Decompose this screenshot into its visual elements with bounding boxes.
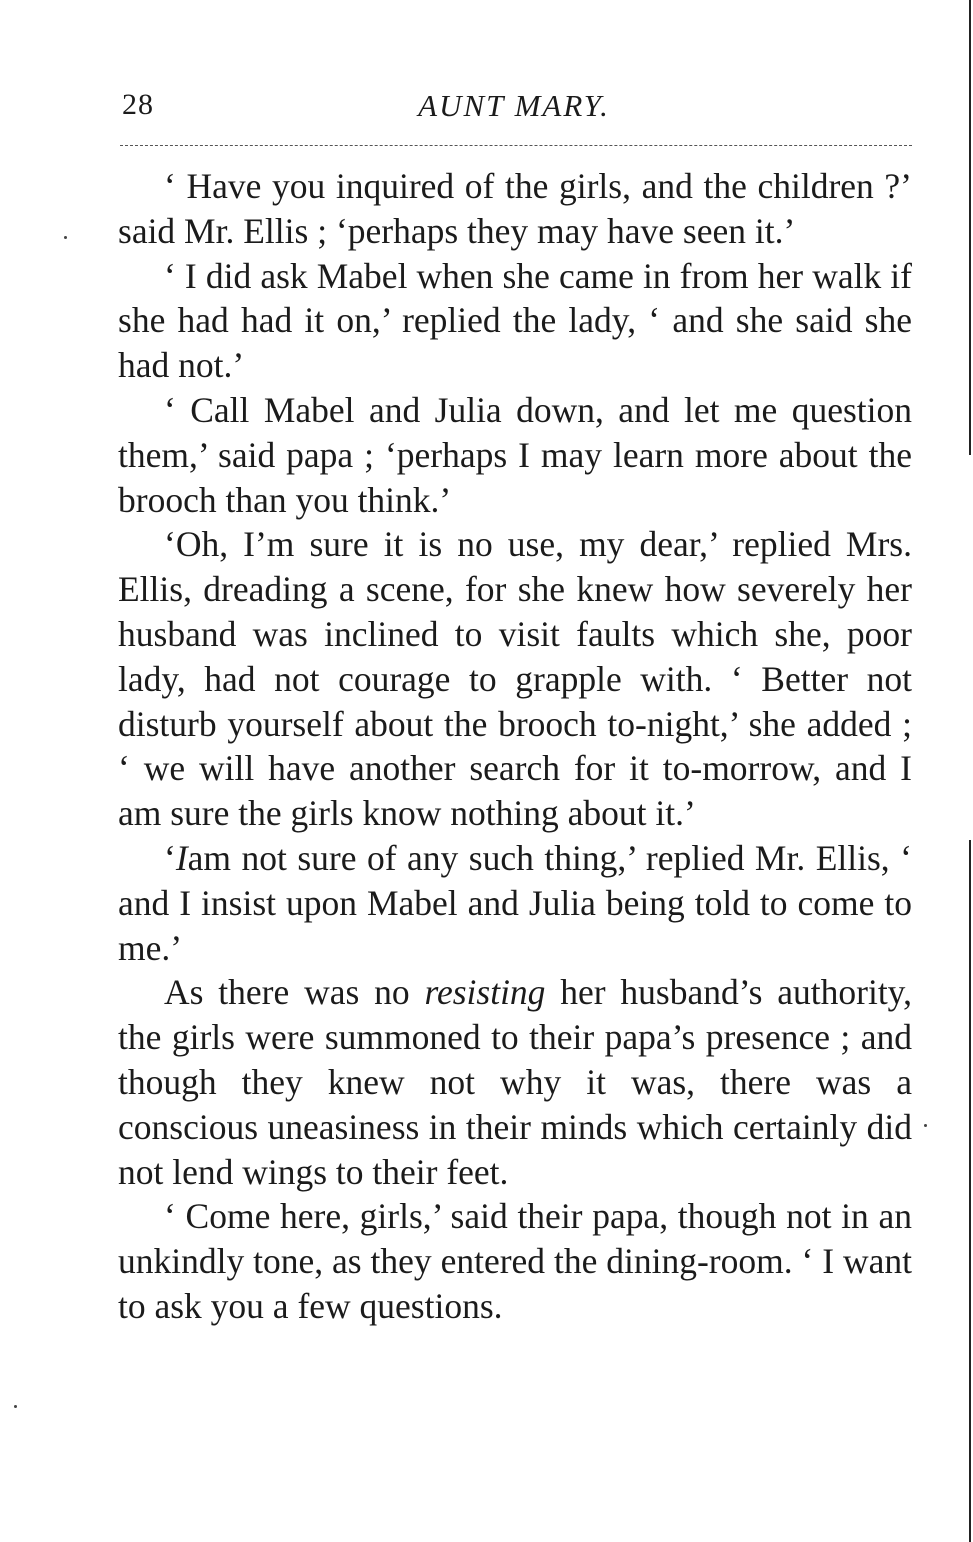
header-rule — [120, 145, 912, 146]
italic-emphasis: I — [175, 837, 188, 878]
paragraph-lead: As there was no — [164, 972, 425, 1013]
paragraph — [118, 836, 912, 970]
scan-speck — [64, 236, 67, 239]
paragraph-text: am not sure of any such thing,’ replied Mr. Ellis, ‘ and I insist upon Mabel and Julia being told to come to me.’ — [118, 837, 912, 968]
paragraph: ‘ Have you inquired of the girls, and the children ?’ said Mr. Ellis ; ‘perhaps they may have seen it.’ — [118, 166, 912, 251]
paragraph: ‘ Call Mabel and Julia down, and let me question them,’ said papa ; ‘perhaps I may learn more about the brooch than you think.’ — [118, 389, 912, 520]
running-title: AUNT MARY. — [418, 88, 610, 123]
body-text — [118, 164, 912, 1329]
scan-speck — [14, 1405, 17, 1408]
page-number: 28 — [122, 88, 154, 121]
paragraph: ‘Oh, I’m sure it is no use, my dear,’ replied Mrs. Ellis, dreading a scene, for she knew how severely her husband was inclined to visit faults which she, poor lady, had not courage to grapple with. ‘ Better not disturb yourself about the brooch to-night,’ she added ; ‘ we will have another search for it to-morrow, and I am sure the girls know nothing about it.’ — [118, 524, 912, 834]
page-edge-line — [969, 840, 971, 1542]
italic-emphasis: resisting — [424, 972, 546, 1013]
paragraph — [118, 970, 912, 1194]
paragraph: ‘ Come here, girls,’ said their papa, though not in an unkindly tone, as they entered the dining-room. ‘ I want to ask you a few questions. — [118, 1196, 912, 1326]
running-head — [118, 88, 910, 132]
page-edge-line — [969, 0, 971, 455]
scan-speck — [924, 1124, 927, 1127]
open-quote: ‘ — [164, 837, 176, 878]
paragraph-text: her husband’s authority, the girls were summoned to their papa’s presence ; and though they knew not why it was, there was a conscious uneasiness in their minds which certainly did not lend wings to their feet. — [118, 972, 913, 1192]
paragraph: ‘ I did ask Mabel when she came in from her walk if she had had it on,’ replied the lady, ‘ and she said she had not.’ — [118, 255, 912, 386]
